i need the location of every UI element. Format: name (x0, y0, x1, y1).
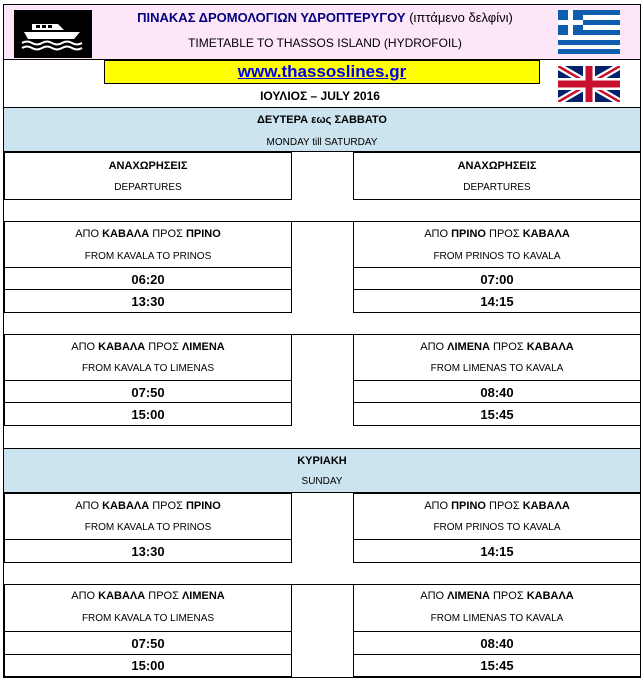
route-english: FROM KAVALA TO LIMENAS (81, 363, 215, 374)
departure-time: 14:15 (480, 544, 514, 559)
route-english: FROM LIMENAS TO KAVALA (430, 613, 564, 624)
route-greek: ΑΠΟ ΠΡΙΝΟ ΠΡΟΣ ΚΑΒΑΛΑ (424, 500, 570, 512)
weekday-title-english: MONDAY till SATURDAY (266, 137, 378, 148)
departures-right (353, 152, 641, 200)
boat-icon (14, 10, 92, 58)
departure-time: 15:45 (480, 658, 514, 673)
departure-time: 15:00 (131, 407, 165, 422)
weekday-section-header (3, 107, 641, 152)
departures-greek: ΑΝΑΧΩΡΗΣΕΙΣ (108, 160, 188, 172)
departure-time: 13:30 (131, 294, 165, 309)
route-english: FROM LIMENAS TO KAVALA (430, 363, 564, 374)
greek-flag-icon[interactable] (558, 10, 620, 54)
month-label: ΙΟΥΛΙΟΣ – JULY 2016 (260, 89, 380, 103)
sunday-title-english: SUNDAY (301, 476, 343, 487)
departures-greek: ΑΝΑΧΩΡΗΣΕΙΣ (457, 160, 537, 172)
route-english: FROM PRINOS TO KAVALA (433, 522, 561, 533)
uk-flag-icon[interactable] (558, 66, 620, 102)
departure-time: 07:50 (131, 636, 165, 651)
route-card-weekday-limenas-kavala (353, 334, 641, 426)
route-greek: ΑΠΟ ΚΑΒΑΛΑ ΠΡΟΣ ΠΡΙΝΟ (75, 228, 221, 240)
route-english: FROM PRINOS TO KAVALA (433, 251, 561, 262)
departure-time: 15:00 (131, 658, 165, 673)
departure-time: 13:30 (131, 544, 165, 559)
departure-time: 14:15 (480, 294, 514, 309)
route-english: FROM KAVALA TO PRINOS (84, 251, 212, 262)
departure-time: 06:20 (131, 272, 165, 287)
route-english: FROM KAVALA TO PRINOS (84, 522, 212, 533)
weekday-title-greek: ΔΕΥΤΕΡΑ εως ΣΑΒΒΑΤΟ (257, 114, 387, 126)
title-greek-main: ΠΙΝΑΚΑΣ ΔΡΟΜΟΛΟΓΙΩΝ ΥΔΡΟΠΤΕΡΥΓΟΥ (137, 10, 406, 25)
route-card-sunday-prinos-kavala (353, 493, 641, 563)
route-card-weekday-kavala-limenas (4, 334, 292, 426)
departure-time: 07:00 (480, 272, 514, 287)
title-greek (95, 10, 555, 28)
route-english: FROM KAVALA TO LIMENAS (81, 613, 215, 624)
sunday-title-greek: ΚΥΡΙΑΚΗ (297, 455, 347, 467)
departure-time: 08:40 (480, 636, 514, 651)
route-greek: ΑΠΟ ΠΡΙΝΟ ΠΡΟΣ ΚΑΒΑΛΑ (424, 228, 570, 240)
route-greek: ΑΠΟ ΚΑΒΑΛΑ ΠΡΟΣ ΛΙΜΕΝΑ (71, 590, 225, 602)
route-card-sunday-kavala-prinos (4, 493, 292, 563)
route-card-weekday-kavala-prinos (4, 221, 292, 313)
title-english: TIMETABLE TO THASSOS ISLAND (HYDROFOIL) (188, 36, 462, 50)
route-greek: ΑΠΟ ΚΑΒΑΛΑ ΠΡΟΣ ΛΙΜΕΝΑ (71, 341, 225, 353)
departure-time: 08:40 (480, 385, 514, 400)
departure-time: 15:45 (480, 407, 514, 422)
departures-left (4, 152, 292, 200)
departures-english: DEPARTURES (463, 182, 531, 193)
website-link[interactable] (104, 60, 540, 84)
departure-time: 07:50 (131, 385, 165, 400)
route-greek: ΑΠΟ ΛΙΜΕΝΑ ΠΡΟΣ ΚΑΒΑΛΑ (420, 341, 574, 353)
sunday-section-header (3, 448, 641, 493)
departures-english: DEPARTURES (114, 182, 182, 193)
route-greek: ΑΠΟ ΛΙΜΕΝΑ ΠΡΟΣ ΚΑΒΑΛΑ (420, 590, 574, 602)
route-card-sunday-kavala-limenas (4, 584, 292, 677)
route-card-weekday-prinos-kavala (353, 221, 641, 313)
website-url[interactable]: www.thassoslines.gr (237, 62, 407, 81)
route-greek: ΑΠΟ ΚΑΒΑΛΑ ΠΡΟΣ ΠΡΙΝΟ (75, 500, 221, 512)
title-greek-sub: (ιπτάμενο δελφίνι) (409, 10, 513, 25)
route-card-sunday-limenas-kavala (353, 584, 641, 677)
